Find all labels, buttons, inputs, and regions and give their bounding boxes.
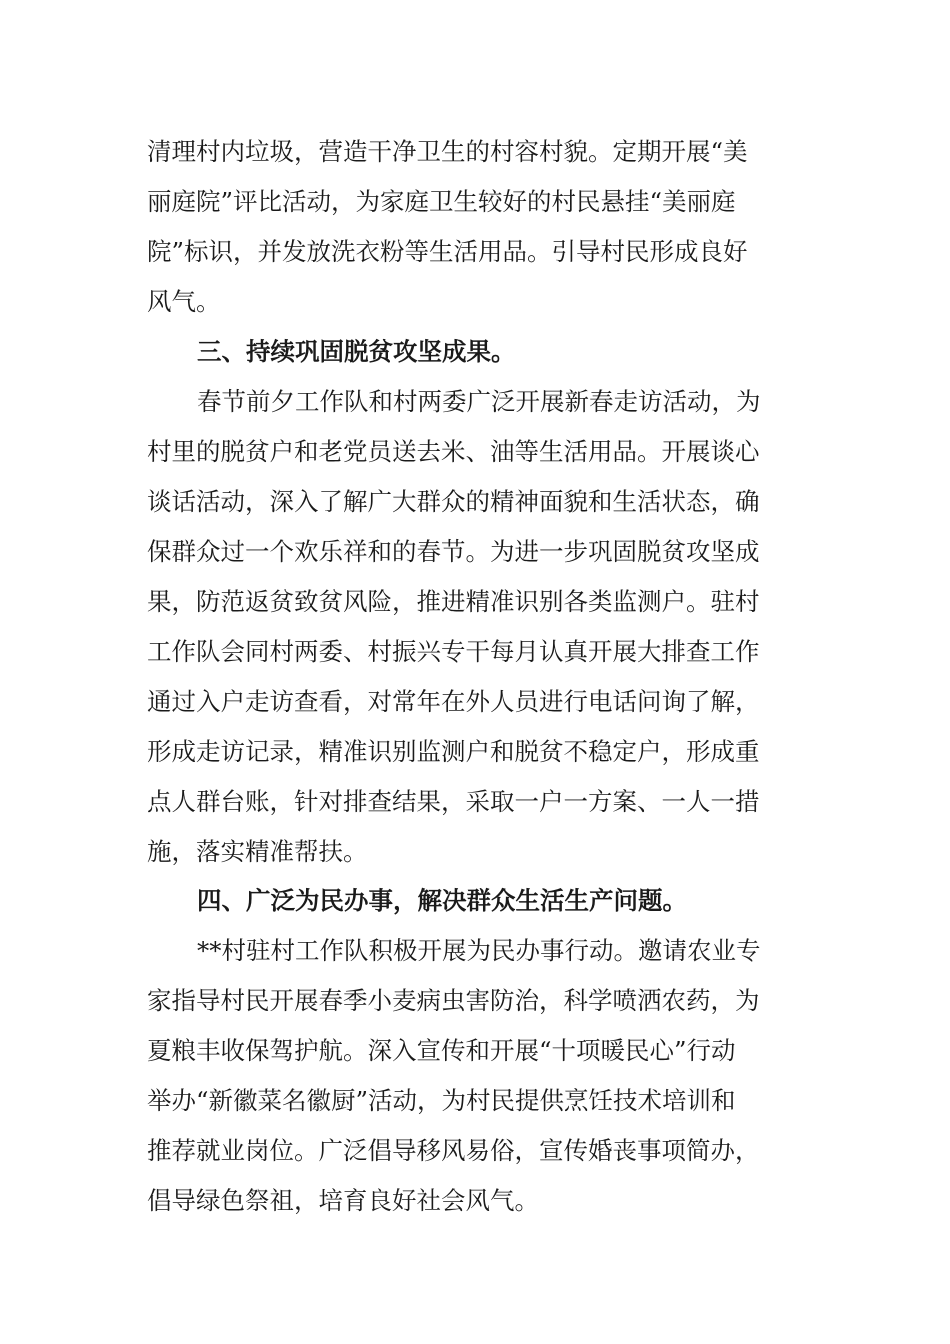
section-heading-3: 三、持续巩固脱贫攻坚成果。 bbox=[197, 337, 516, 366]
body-text-line: 通过入户走访查看，对常年在外人员进行电话问询了解， bbox=[147, 687, 760, 716]
body-text-line: 风气。 bbox=[147, 287, 221, 316]
body-text-line: 果，防范返贫致贫风险，推进精准识别各类监测户。驻村 bbox=[147, 587, 760, 616]
body-text-line: 工作队会同村两委、村振兴专干每月认真开展大排查工作 bbox=[147, 637, 760, 666]
body-text-line: 形成走访记录，精准识别监测户和脱贫不稳定户，形成重 bbox=[147, 737, 760, 766]
body-text-line: 丽庭院”评比活动，为家庭卫生较好的村民悬挂“美丽庭 bbox=[147, 187, 736, 216]
body-text-line: 家指导村民开展春季小麦病虫害防治，科学喷洒农药，为 bbox=[147, 986, 760, 1015]
body-text-line: 推荐就业岗位。广泛倡导移风易俗，宣传婚丧事项简办， bbox=[147, 1136, 760, 1165]
body-text-line: 施，落实精准帮扶。 bbox=[147, 837, 368, 866]
body-text-line: 村里的脱贫户和老党员送去米、油等生活用品。开展谈心 bbox=[147, 437, 760, 466]
body-text-line: 保群众过一个欢乐祥和的春节。为进一步巩固脱贫攻坚成 bbox=[147, 537, 760, 566]
body-text-line: 清理村内垃圾，营造干净卫生的村容村貌。定期开展“美 bbox=[147, 137, 748, 166]
body-text-line: 倡导绿色祭祖，培育良好社会风气。 bbox=[147, 1186, 539, 1215]
section-heading-4: 四、广泛为民办事，解决群众生活生产问题。 bbox=[197, 886, 687, 915]
body-text-line: 点人群台账，针对排查结果，采取一户一方案、一人一措 bbox=[147, 787, 760, 816]
body-text-line: 夏粮丰收保驾护航。深入宣传和开展“十项暖民心”行动 bbox=[147, 1036, 736, 1065]
body-text-line: **村驻村工作队积极开展为民办事行动。邀请农业专 bbox=[197, 936, 761, 965]
body-text-line: 谈话活动，深入了解广大群众的精神面貌和生活状态，确 bbox=[147, 487, 760, 516]
body-text-line: 院”标识，并发放洗衣粉等生活用品。引导村民形成良好 bbox=[147, 237, 748, 266]
body-text-line: 春节前夕工作队和村两委广泛开展新春走访活动，为 bbox=[197, 387, 761, 416]
body-text-line: 举办“新徽菜名徽厨”活动，为村民提供烹饪技术培训和 bbox=[147, 1086, 736, 1115]
